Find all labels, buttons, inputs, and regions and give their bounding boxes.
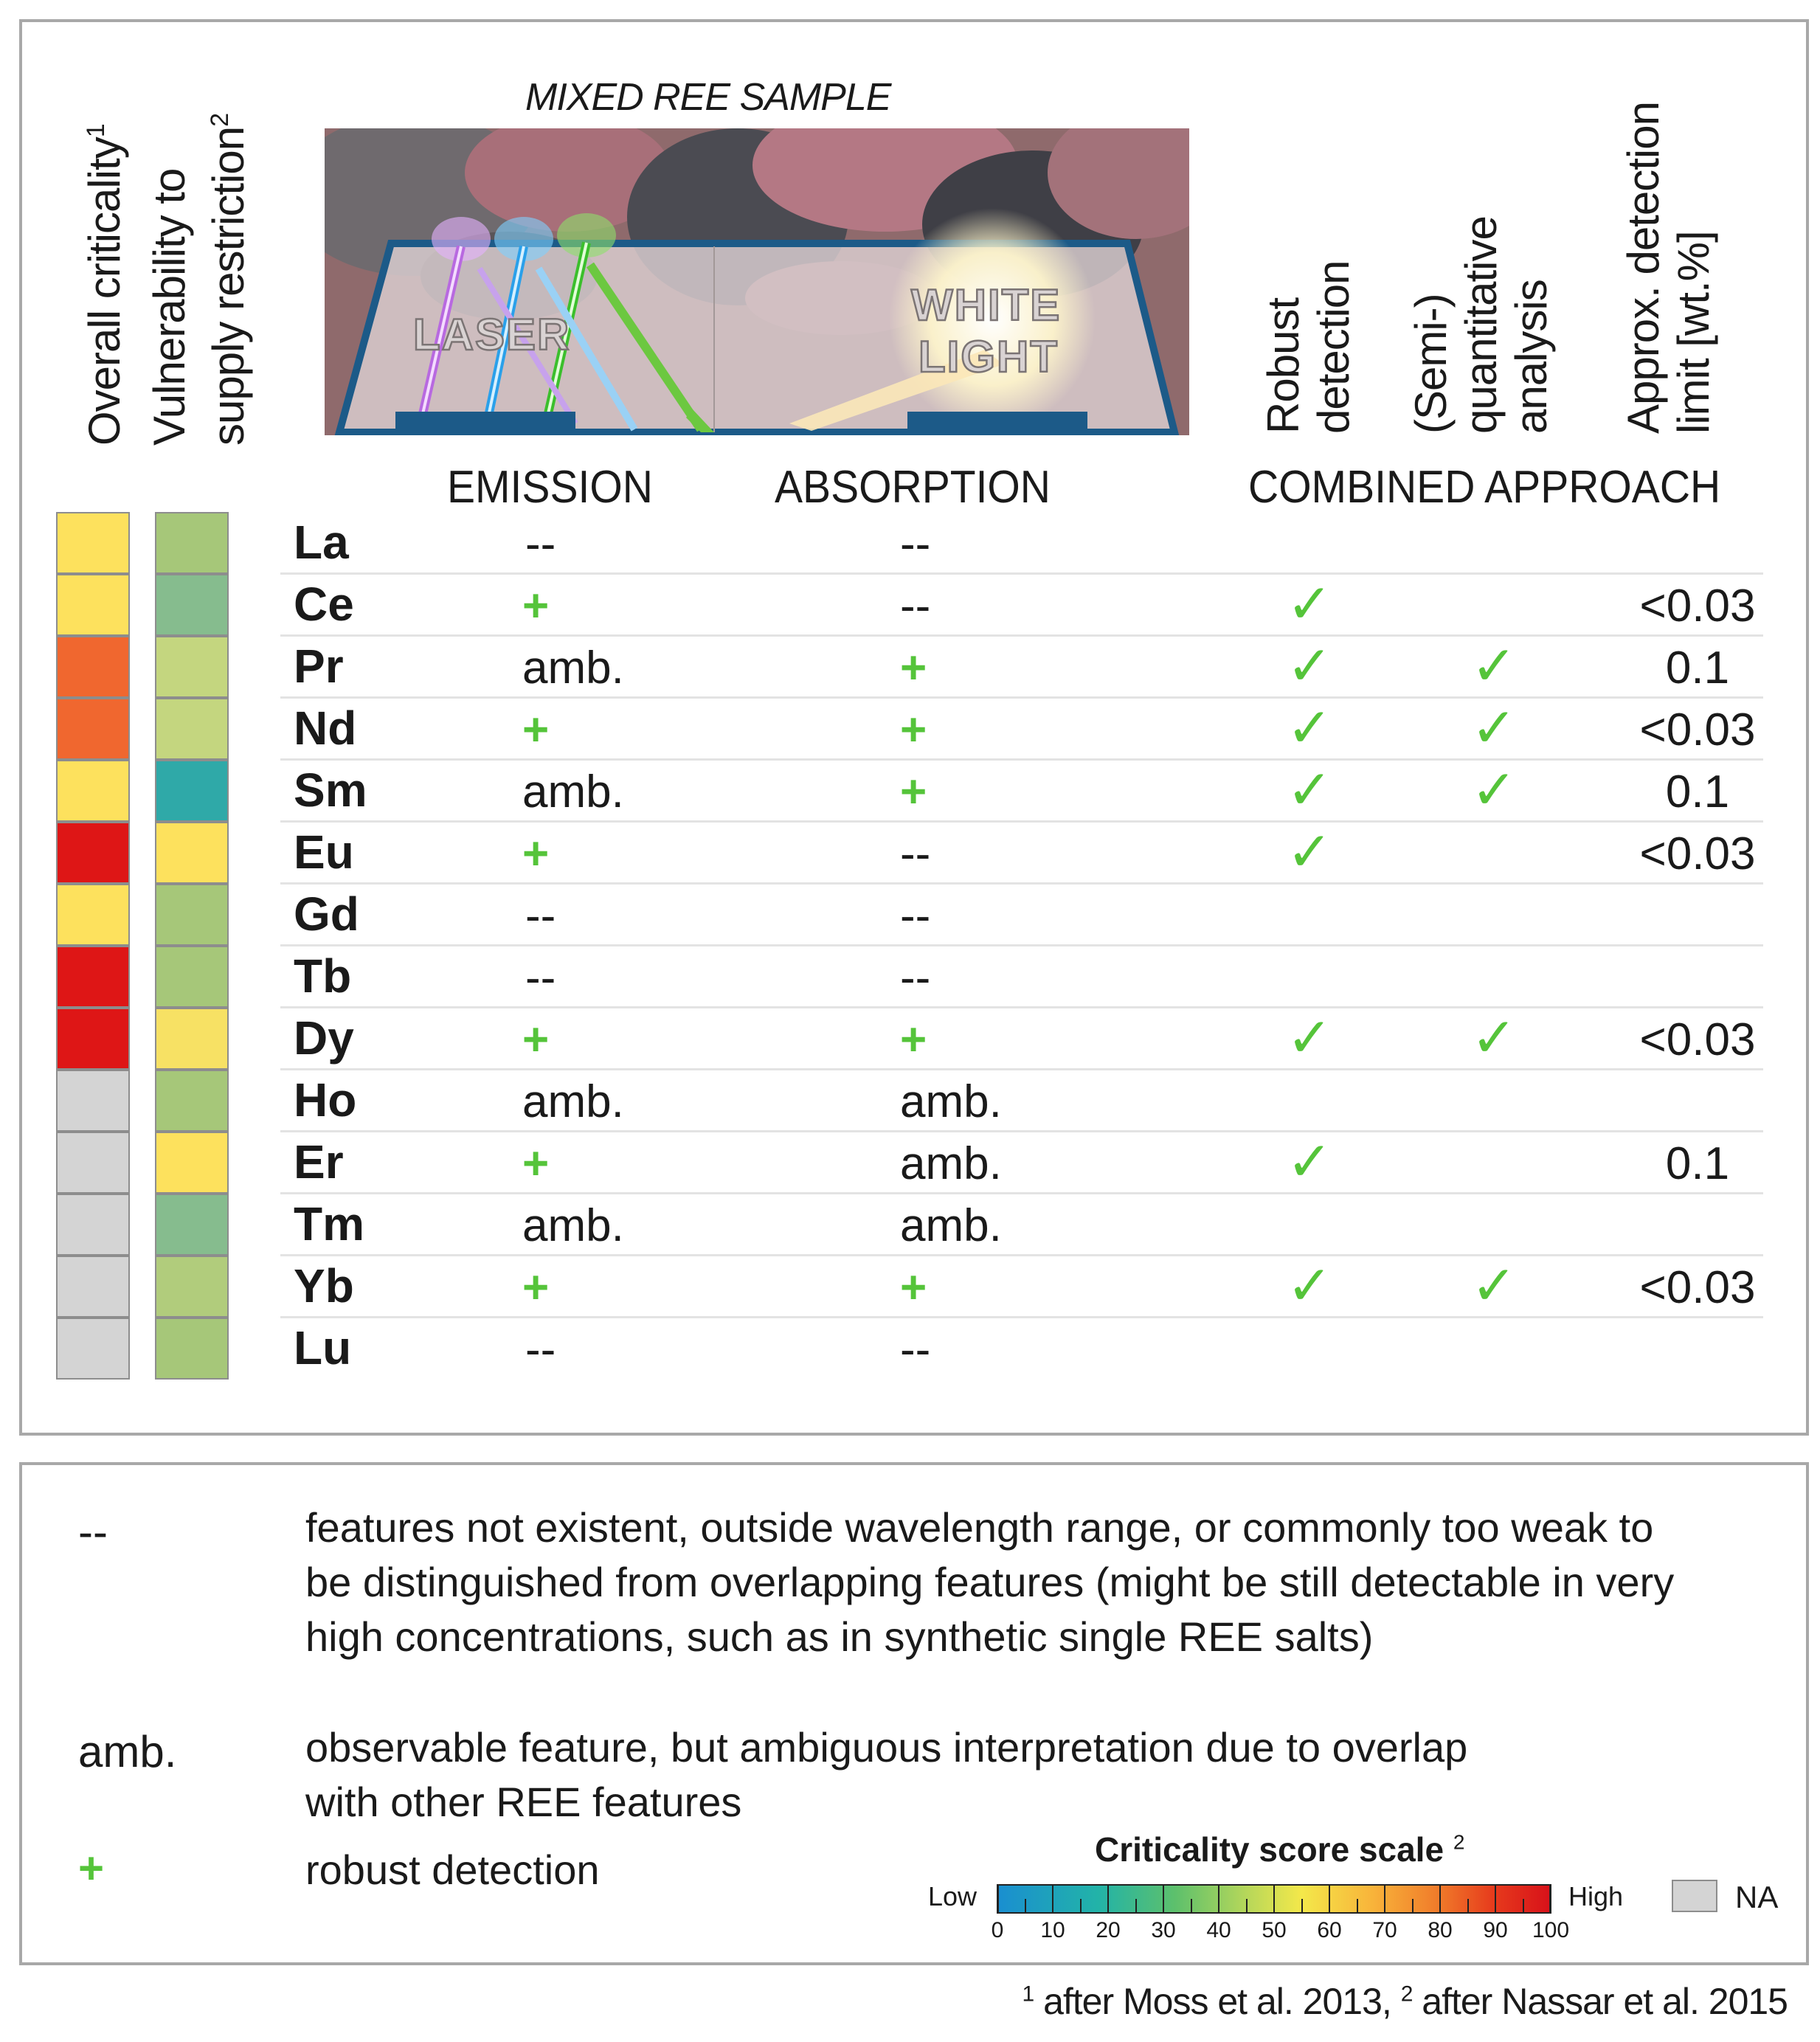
element-symbol: Gd xyxy=(294,887,359,941)
row-divider xyxy=(280,1192,1763,1194)
light-label: LIGHT xyxy=(918,332,1059,381)
robust-check: ✓ xyxy=(1287,573,1333,634)
scale-tick xyxy=(1439,1884,1441,1914)
emission-value: + xyxy=(522,581,550,631)
element-symbol: Eu xyxy=(294,826,354,879)
row-divider xyxy=(280,572,1763,575)
semi-check: ✓ xyxy=(1471,697,1518,758)
element-symbol: Pr xyxy=(294,640,344,693)
criticality-swatch xyxy=(56,946,130,1008)
combined-approach-header: COMBINED APPROACH xyxy=(1248,462,1721,513)
scale-title: Criticality score scale $^2$ xyxy=(1095,1830,1465,1869)
row-divider xyxy=(280,758,1763,761)
detection-limit-value: 0.1 xyxy=(1665,643,1730,693)
row-divider xyxy=(280,634,1763,637)
scale-high-label: High xyxy=(1568,1881,1624,1911)
na-label: NA xyxy=(1735,1880,1779,1914)
sample-title: MIXED REE SAMPLE xyxy=(525,76,891,119)
scale-tick xyxy=(1163,1884,1164,1914)
scale-minor-tick xyxy=(1246,1899,1248,1914)
scale-minor-tick xyxy=(1357,1899,1358,1914)
emission-header: EMISSION xyxy=(447,462,653,513)
scale-tick xyxy=(1495,1884,1496,1914)
criticality-swatch xyxy=(56,574,130,636)
absorption-value: -- xyxy=(900,828,931,879)
detection-limit-value: 0.1 xyxy=(1665,1138,1730,1189)
vulnerability-swatch xyxy=(155,760,229,822)
criticality-swatch xyxy=(56,1008,130,1070)
semi-check: ✓ xyxy=(1471,1007,1518,1068)
emission-value: amb. xyxy=(522,643,624,693)
scale-tick xyxy=(997,1884,998,1914)
criticality-swatch xyxy=(56,1318,130,1380)
element-symbol: Tb xyxy=(294,949,352,1003)
scale-minor-tick xyxy=(1080,1899,1082,1914)
scale-tick-label: 100 xyxy=(1532,1918,1570,1942)
row-divider xyxy=(280,1006,1763,1008)
scale-tick xyxy=(1384,1884,1385,1914)
criticality-swatch xyxy=(56,884,130,946)
scale-minor-tick xyxy=(1191,1899,1192,1914)
vulnerability-swatch xyxy=(155,1256,229,1318)
detection-limit-value: <0.03 xyxy=(1639,705,1756,755)
detection-limit-value: <0.03 xyxy=(1639,581,1756,631)
absorption-value: + xyxy=(900,705,927,755)
vulnerability-swatch xyxy=(155,822,229,884)
absorption-value: amb. xyxy=(900,1138,1002,1189)
criticality-swatch xyxy=(56,822,130,884)
scale-tick-label: 50 xyxy=(1262,1918,1287,1942)
vulnerability-swatch xyxy=(155,1194,229,1256)
row-divider xyxy=(280,1130,1763,1132)
vulnerability-swatch xyxy=(155,574,229,636)
absorption-header: ABSORPTION xyxy=(775,462,1051,513)
emission-value: amb. xyxy=(522,1200,624,1251)
emission-value: + xyxy=(522,1262,550,1313)
criticality-swatch xyxy=(56,512,130,574)
scale-tick xyxy=(1052,1884,1053,1914)
row-divider xyxy=(280,1254,1763,1256)
scale-tick-label: 20 xyxy=(1096,1918,1121,1942)
robust-check: ✓ xyxy=(1287,1007,1333,1068)
detection-limit-value: <0.03 xyxy=(1639,1014,1756,1065)
scale-tick xyxy=(1107,1884,1109,1914)
absorption-value: -- xyxy=(900,890,931,941)
vulnerability-swatch xyxy=(155,1070,229,1132)
scale-low-label: Low xyxy=(928,1881,978,1911)
scale-tick-label: 60 xyxy=(1317,1918,1342,1942)
criticality-swatch xyxy=(56,1256,130,1318)
vulnerability-swatch xyxy=(155,1318,229,1380)
vulnerability-swatch xyxy=(155,698,229,760)
laser-label: LASER xyxy=(413,310,571,359)
vulnerability-swatch xyxy=(155,1132,229,1194)
element-symbol: Yb xyxy=(294,1259,354,1312)
emission-value: amb. xyxy=(522,1076,624,1127)
emission-value: + xyxy=(522,828,550,879)
row-divider xyxy=(280,1316,1763,1318)
criticality-swatch xyxy=(56,1132,130,1194)
criticality-header: Overall criticality$^1$ xyxy=(80,124,129,446)
emission-value: + xyxy=(522,1014,550,1065)
element-symbol: Lu xyxy=(294,1321,352,1374)
scale-minor-tick xyxy=(1467,1899,1469,1914)
robust-check: ✓ xyxy=(1287,821,1333,882)
footnote: $^1$ after Moss et al. 2013, $^2$ after Nassar et al. 2015 xyxy=(1022,1981,1788,2022)
legend-desc-amb: observable feature, but ambiguous interpretation due to overlap with other REE features xyxy=(305,1724,1468,1825)
element-symbol: Nd xyxy=(294,702,357,755)
scale-tick-label: 40 xyxy=(1206,1918,1231,1942)
absorption-value: -- xyxy=(900,952,931,1003)
semi-quantitative-header: (Semi-) quantitative analysis xyxy=(1406,216,1556,434)
vulnerability-swatch xyxy=(155,512,229,574)
detection-limit-value: <0.03 xyxy=(1639,828,1756,879)
emission-value: -- xyxy=(525,1324,556,1375)
scale-tick-label: 70 xyxy=(1372,1918,1397,1942)
scale-minor-tick xyxy=(1523,1899,1524,1914)
detection-limit-header: Approx. detection limit [wt.%] xyxy=(1619,102,1718,434)
element-symbol: Tm xyxy=(294,1197,364,1250)
absorption-value: amb. xyxy=(900,1200,1002,1251)
absorption-value: + xyxy=(900,1262,927,1313)
robust-detection-header: Robust detection xyxy=(1259,260,1358,434)
row-divider xyxy=(280,696,1763,699)
sample-illustration-svg xyxy=(325,128,1189,435)
criticality-swatch xyxy=(56,636,130,698)
scale-tick xyxy=(1273,1884,1275,1914)
element-symbol: Dy xyxy=(294,1011,354,1065)
legend-term-plus: + xyxy=(78,1844,105,1893)
scale-tick-label: 0 xyxy=(991,1918,1004,1942)
scale-tick-label: 10 xyxy=(1040,1918,1065,1942)
absorption-value: -- xyxy=(900,581,931,631)
vulnerability-swatch xyxy=(155,946,229,1008)
scale-tick-label: 30 xyxy=(1151,1918,1176,1942)
element-symbol: Er xyxy=(294,1135,344,1188)
semi-check: ✓ xyxy=(1471,635,1518,696)
element-symbol: Ce xyxy=(294,578,354,631)
robust-check: ✓ xyxy=(1287,1131,1333,1192)
element-symbol: La xyxy=(294,516,349,569)
scale-tick xyxy=(1218,1884,1219,1914)
na-swatch xyxy=(1672,1880,1717,1912)
robust-check: ✓ xyxy=(1287,1255,1333,1316)
emission-value: + xyxy=(522,1138,550,1189)
scale-minor-tick xyxy=(1412,1899,1414,1914)
scale-tick xyxy=(1329,1884,1330,1914)
vulnerability-header: Vulnerability to supply restriction$^2$ xyxy=(145,113,253,446)
semi-check: ✓ xyxy=(1471,1255,1518,1316)
scale-minor-tick xyxy=(1135,1899,1137,1914)
legend-term-amb: amb. xyxy=(78,1727,177,1776)
row-divider xyxy=(280,820,1763,823)
vulnerability-swatch xyxy=(155,884,229,946)
row-divider xyxy=(280,1068,1763,1070)
semi-check: ✓ xyxy=(1471,759,1518,820)
legend-desc-none: features not existent, outside wavelength range, or commonly too weak to be distinguished from overlapping features (might be still detectable in very high concentrations, such as in synthetic single REE salts) xyxy=(305,1504,1675,1660)
criticality-swatch xyxy=(56,698,130,760)
criticality-swatch xyxy=(56,1194,130,1256)
element-symbol: Ho xyxy=(294,1073,357,1126)
criticality-swatch xyxy=(56,1070,130,1132)
absorption-value: amb. xyxy=(900,1076,1002,1127)
sample-illustration xyxy=(325,128,1189,435)
robust-check: ✓ xyxy=(1287,697,1333,758)
scale-minor-tick xyxy=(1025,1899,1026,1914)
legend-term-none: -- xyxy=(78,1507,108,1557)
scale-tick xyxy=(1550,1884,1551,1914)
scale-minor-tick xyxy=(1301,1899,1303,1914)
white-label: WHITE xyxy=(911,280,1062,330)
row-divider xyxy=(280,944,1763,946)
vulnerability-swatch xyxy=(155,636,229,698)
absorption-value: + xyxy=(900,643,927,693)
emission-value: -- xyxy=(525,952,556,1003)
absorption-value: -- xyxy=(900,1324,931,1375)
element-symbol: Sm xyxy=(294,764,367,817)
absorption-value: + xyxy=(900,766,927,817)
emission-value: + xyxy=(522,705,550,755)
emission-value: amb. xyxy=(522,766,624,817)
emission-value: -- xyxy=(525,890,556,941)
vulnerability-swatch xyxy=(155,1008,229,1070)
detection-limit-value: <0.03 xyxy=(1639,1262,1756,1313)
absorption-value: -- xyxy=(900,519,931,570)
robust-check: ✓ xyxy=(1287,759,1333,820)
legend-desc-plus: robust detection xyxy=(305,1847,600,1893)
robust-check: ✓ xyxy=(1287,635,1333,696)
detection-limit-value: 0.1 xyxy=(1665,766,1730,817)
absorption-value: + xyxy=(900,1014,927,1065)
scale-tick-label: 90 xyxy=(1483,1918,1508,1942)
emission-value: -- xyxy=(525,519,556,570)
criticality-swatch xyxy=(56,760,130,822)
row-divider xyxy=(280,882,1763,885)
scale-tick-label: 80 xyxy=(1428,1918,1453,1942)
